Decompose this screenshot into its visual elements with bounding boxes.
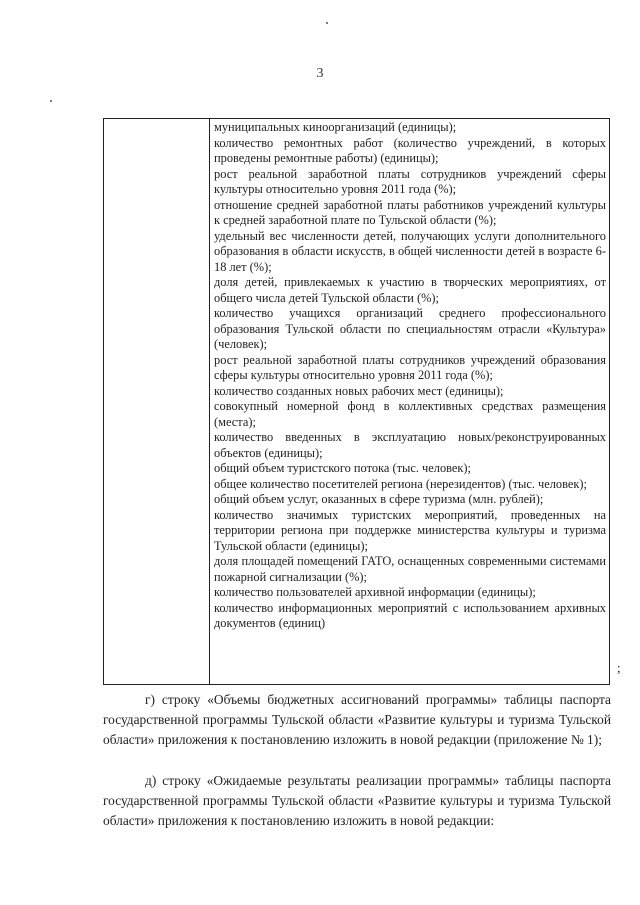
indicator-item: количество учащихся организаций среднего профессионального образования Тульской области по специальностям отрасли «Культура» (человек); [214, 306, 606, 351]
scan-speck-left [50, 100, 52, 102]
indicators-cell [214, 120, 606, 632]
indicator-item: рост реальной заработной платы сотрудников учреждений сферы культуры относительно уровня 2011 года (%); [214, 166, 606, 196]
table-left-border [103, 119, 104, 684]
indicator-item: доля детей, привлекаемых к участию в творческих мероприятиях, от общего числа детей Тульской области (%); [214, 275, 606, 305]
indicator-item: количество пользователей архивной информации (единицы); [214, 585, 536, 599]
indicator-item: количество значимых туристских мероприятий, проведенных на территории региона при поддержке министерства культуры и туризма Тульской области (единицы); [214, 507, 606, 553]
indicator-item: общий объем туристского потока (тыс. человек); [214, 461, 472, 475]
indicator-item: количество созданных новых рабочих мест (единицы); [214, 383, 504, 398]
indicator-item: отношение средней заработной платы работников учреждений культуры к средней заработной плате по Тульской области (%); [214, 197, 606, 227]
page-number: 3 [316, 66, 324, 81]
indicator-item: общее количество посетителей региона (нерезидентов) (тыс. человек); [214, 476, 587, 491]
scan-speck-top [326, 22, 328, 24]
indicators-table [103, 118, 610, 685]
table-trailing-semicolon: ; [617, 660, 621, 675]
paragraph-d: д) строку «Ожидаемые результаты реализации программы» таблицы паспорта государственной программы Тульской области «Развитие культуры и туризма Тульской области» приложения к постановлению изложить в новой редакции: [103, 773, 611, 828]
indicator-item: доля площадей помещений ГАТО, оснащенных современными системами пожарной сигнализации (%); [214, 554, 606, 584]
table-right-border [609, 119, 610, 684]
paragraph-g: г) строку «Объемы бюджетных ассигнований программы» таблицы паспорта государственной программы Тульской области «Развитие культуры и туризма Тульской области» приложения к постановлению изложить в новой редакции (приложение № 1); [103, 692, 611, 747]
indicator-item: совокупный номерной фонд в коллективных средствах размещения (места); [214, 399, 606, 429]
indicator-item: количество ремонтных работ (количество учреждений, в которых проведены ремонтные работы) (единицы); [214, 135, 606, 165]
indicator-item: муниципальных киноорганизаций (единицы); [214, 120, 457, 134]
indicator-item: рост реальной заработной платы сотрудников учреждений образования сферы культуры относительно уровня 2011 года (%); [214, 352, 606, 382]
indicator-item: количество введенных в эксплуатацию новых/реконструированных объектов (единицы); [214, 430, 606, 460]
indicator-item: общий объем услуг, оказанных в сфере туризма (млн. рублей); [214, 492, 544, 506]
indicator-item: количество информационных мероприятий с использованием архивных документов (единиц) [214, 600, 606, 630]
indicator-item: удельный вес численности детей, получающих услуги дополнительного образования в области искусств, в общей численности детей в возрасте 6-18 лет (%); [214, 228, 606, 274]
table-column-divider [209, 119, 210, 684]
